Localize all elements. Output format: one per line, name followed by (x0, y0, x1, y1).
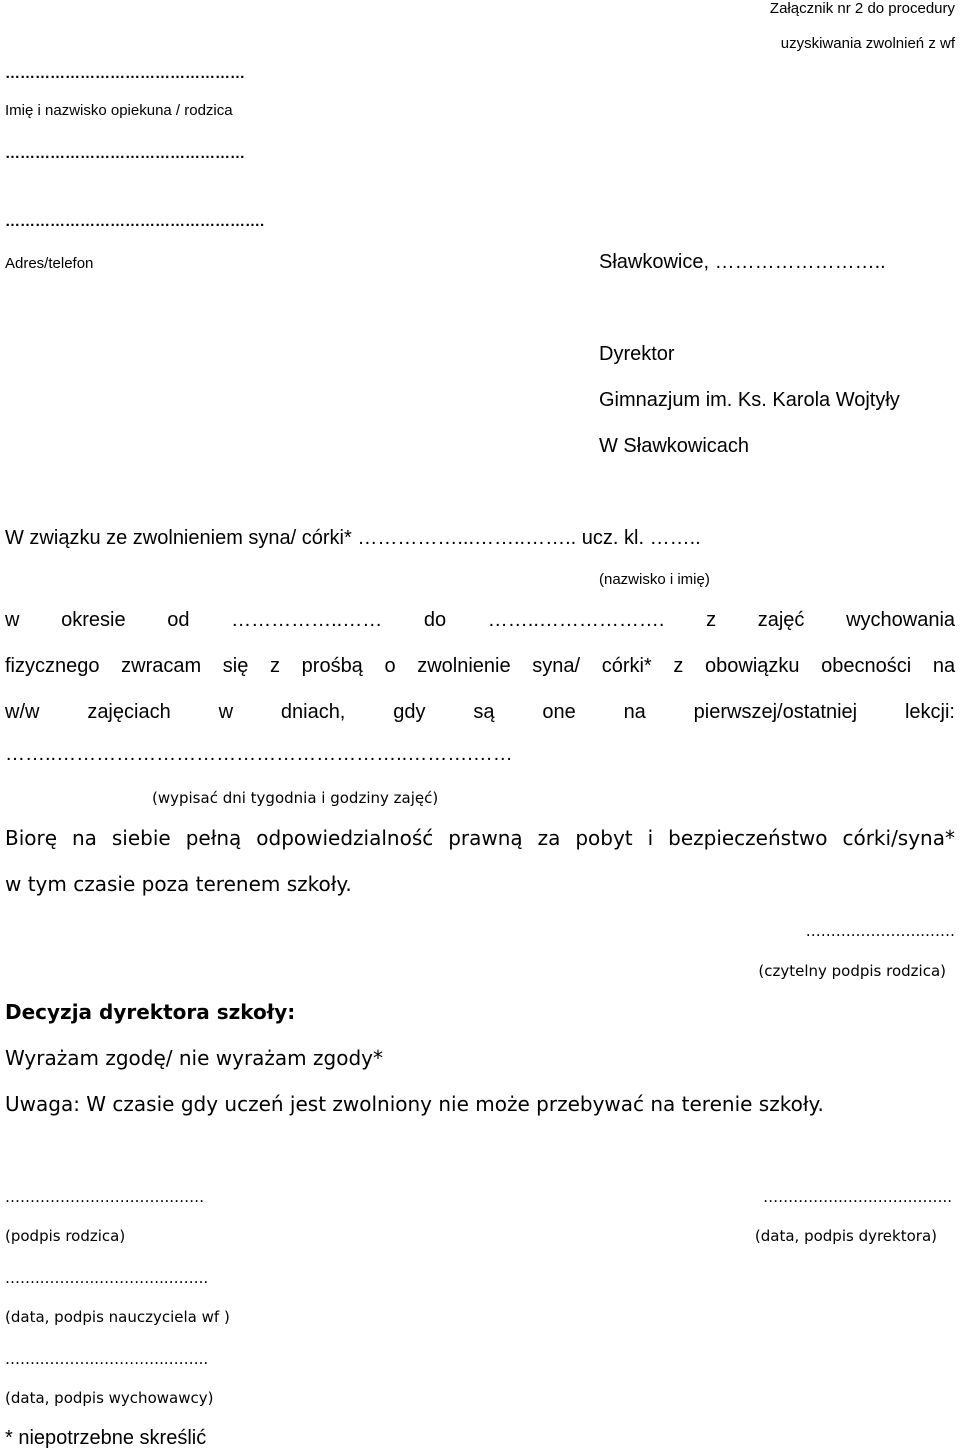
tutor-sign-dots: ……..………..…………..…….. (5, 1350, 209, 1368)
decision-consent: Wyrażam zgodę/ nie wyrażam zgody* (5, 1046, 383, 1070)
days-hint: (wypisać dni tygodnia i godziny zajęć) (152, 789, 439, 807)
recipient-school: Gimnazjum im. Ks. Karola Wojtyły (599, 389, 900, 411)
exemption-line-2: w okresie od ……………..…… do ……..………………. z zajęć wychowania (5, 609, 956, 631)
exemption-line-1: W związku ze zwolnieniem syna/ córki* ……………...……..…….. ucz. kl. …….. (5, 527, 701, 549)
address-dots-1: ………………………………………… (5, 145, 245, 162)
director-sign-dots: …………….…….…….…….. (763, 1188, 952, 1206)
exemption-line-4: w/w zajęciach w dniach, gdy są one na pierwszej/ostatniej lekcji: (5, 701, 955, 723)
recipient-title: Dyrektor (599, 343, 675, 365)
place-date: Sławkowice, …………………….. (599, 251, 886, 273)
tutor-sign-label: (data, podpis wychowawcy) (5, 1389, 214, 1407)
address-label: Adres/telefon (5, 255, 94, 272)
guardian-name-dots: ………………………………………… (5, 65, 245, 82)
teacher-sign-label: (data, podpis nauczyciela wf ) (5, 1308, 230, 1326)
responsibility-line-2: w tym czasie poza terenem szkoły. (5, 872, 352, 896)
footnote: * niepotrzebne skreślić (5, 1427, 207, 1449)
decision-heading: Decyzja dyrektora szkoły: (5, 1000, 296, 1024)
parent-sign-label: (podpis rodzica) (5, 1227, 126, 1245)
parent-sign-dots: ……………….…….……..…… (5, 1188, 205, 1206)
attachment-line-2: uzyskiwania zwolnień z wf (780, 35, 955, 52)
teacher-sign-dots: ……..………..…………..…….. (5, 1269, 209, 1287)
decision-note: Uwaga: W czasie gdy uczeń jest zwolniony nie może przebywać na terenie szkoły. (5, 1092, 824, 1116)
recipient-location: W Sławkowicach (599, 435, 750, 457)
exemption-line-3: fizycznego zwracam się z prośbą o zwolnienie syna/ córki* z obowiązku obecności na (5, 655, 956, 677)
parent-signature-label: (czytelny podpis rodzica) (758, 962, 946, 980)
responsibility-line-1: Biorę na siebie pełną odpowiedzialność prawną za pobyt i bezpieczeństwo córki/syna* (5, 826, 955, 850)
parent-signature-dots: ……….…………..…… (805, 922, 955, 940)
name-hint: (nazwisko i imię) (599, 571, 710, 588)
days-dots: ……..……………………………………………..……….…… (5, 743, 513, 765)
address-dots-2: ……………………………………………. (5, 213, 265, 230)
guardian-name-label: Imię i nazwisko opiekuna / rodzica (5, 102, 233, 119)
director-sign-label: (data, podpis dyrektora) (754, 1227, 937, 1245)
attachment-line-1: Załącznik nr 2 do procedury (769, 0, 955, 17)
